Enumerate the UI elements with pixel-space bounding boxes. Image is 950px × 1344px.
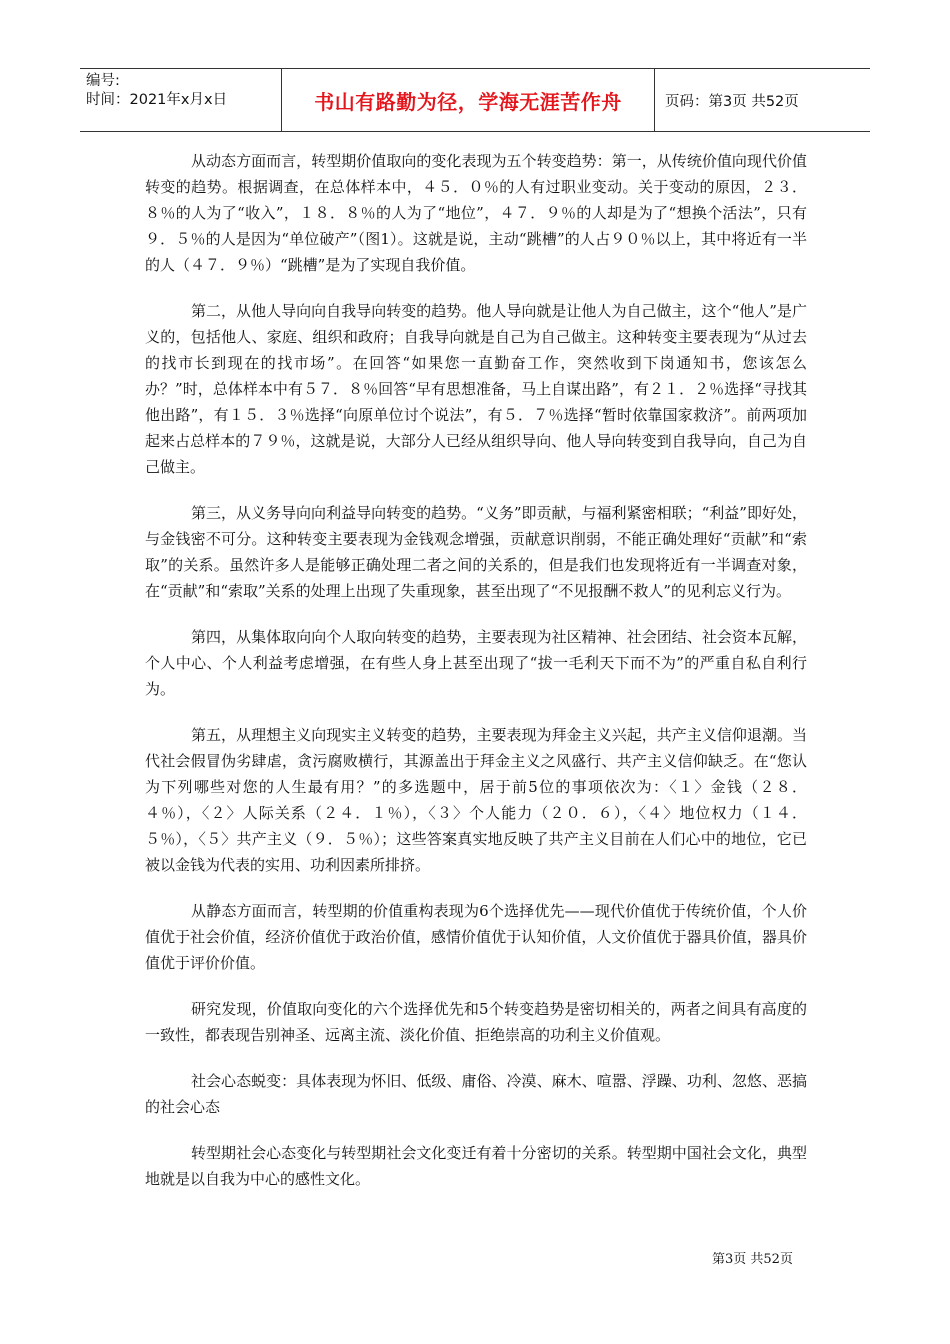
document-time-label: 时间：2021年x月x日 (86, 92, 228, 108)
document-number-label: 编号: (86, 73, 120, 89)
header-page-code: 页码：第3页 共52页 (665, 93, 799, 110)
header-info (80, 69, 282, 131)
paragraph-7: 研究发现，价值取向变化的六个选择优先和5个转变趋势是密切相关的，两者之间具有高度的一致性，都表现告别神圣、远离主流、淡化价值、拒绝崇高的功利主义价值观。 (145, 1000, 807, 1044)
paragraph-5: 第五，从理想主义向现实主义转变的趋势，主要表现为拜金主义兴起，共产主义信仰退潮。当代社会假冒伪劣肆虐，贪污腐败横行，其源盖出于拜金主义之风盛行、共产主义信仰缺乏。在“您认为下列哪些对您的人生最有用？”的多选题中，居于前5位的事项依次为：〈１〉金钱（２８．４％），〈２〉人际关系（２４．１％），〈３〉个人能力（２０．６），〈４〉地位权力（１４．５％），〈５〉共产主义（９．５％）；这些答案真实地反映了共产主义目前在人们心中的地位，它已被以金钱为代表的实用、功利因素所排挤。 (145, 726, 807, 874)
paragraph-1: 从动态方面而言，转型期价值取向的变化表现为五个转变趋势：第一，从传统价值向现代价值转变的趋势。根据调查，在总体样本中，４５．０％的人有过职业变动。关于变动的原因，２３．８％的人为了“收入”，１８．８％的人为了“地位”，４７．９％的人却是为了“想换个活法”，只有９．５％的人是因为“单位破产”（图1）。这就是说，主动“跳槽”的人占９０％以上，其中将近有一半的人（４７．９％）“跳槽”是为了实现自我价值。 (145, 152, 807, 274)
paragraph-8: 社会心态蜕变：具体表现为怀旧、低级、庸俗、冷漠、麻木、喧嚣、浮躁、功利、忽悠、恶搞的社会心态 (145, 1072, 807, 1116)
page-footer: 第3页 共52页 (712, 1252, 793, 1267)
paragraph-2: 第二，从他人导向向自我导向转变的趋势。他人导向就是让他人为自己做主，这个“他人”是广义的，包括他人、家庭、组织和政府；自我导向就是自己为自己做主。这种转变主要表现为“从过去的找市长到现在的找市场”。在回答“如果您一直勤奋工作，突然收到下岗通知书，您该怎么办？”时，总体样本中有５７．８％回答“早有思想准备，马上自谋出路”，有２１．２％选择“寻找其他出路”，有１５．３％选择“向原单位讨个说法”，有５．７％选择“暂时依靠国家救济”。前两项加起来占总样本的７９％，这就是说，大部分人已经从组织导向、他人导向转变到自我导向，自己为自己做主。 (145, 302, 807, 476)
paragraph-9: 转型期社会心态变化与转型期社会文化变迁有着十分密切的关系。转型期中国社会文化，典型地就是以自我为中心的感性文化。 (145, 1144, 807, 1188)
paragraph-6: 从静态方面而言，转型期的价值重构表现为6个选择优先——现代价值优于传统价值，个人价值优于社会价值，经济价值优于政治价值，感情价值优于认知价值，人文价值优于器具价值，器具价值优于评价价值。 (145, 902, 807, 972)
document-body (145, 148, 807, 1192)
page-header (80, 68, 870, 132)
header-motto: 书山有路勤为径，学海无涯苦作舟 (282, 69, 655, 131)
paragraph-3: 第三，从义务导向向利益导向转变的趋势。“义务”即贡献，与福利紧密相联；“利益”即好处，与金钱密不可分。这种转变主要表现为金钱观念增强，贡献意识削弱，不能正确处理好“贡献”和“索取”的关系。虽然许多人是能够正确处理二者之间的关系的，但是我们也发现将近有一半调查对象，在“贡献”和“索取”关系的处理上出现了失重现象，甚至出现了“不见报酬不救人”的见利忘义行为。 (145, 504, 807, 600)
paragraph-4: 第四，从集体取向向个人取向转变的趋势，主要表现为社区精神、社会团结、社会资本瓦解，个人中心、个人利益考虑增强，在有些人身上甚至出现了“拔一毛利天下而不为”的严重自私自利行为。 (145, 628, 807, 698)
